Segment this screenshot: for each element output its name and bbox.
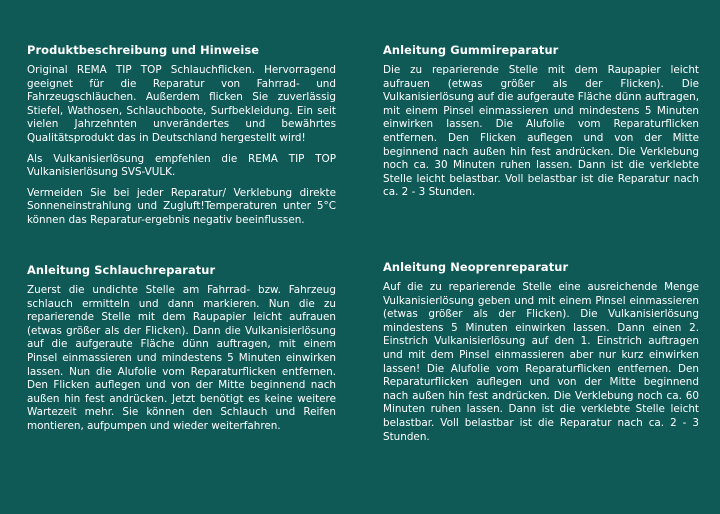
section-schlauchreparatur <box>27 263 336 441</box>
heading-schlauchreparatur: Anleitung Schlauchreparatur <box>27 263 216 277</box>
heading-neoprenreparatur: Anleitung Neoprenreparatur <box>383 260 569 274</box>
heading-gummireparatur: Anleitung Gummireparatur <box>383 43 559 57</box>
paragraph-produkt-3: Vermeiden Sie bei jeder Reparatur/ Verklebung direkte Sonneneinstrahlung und Zugluft!Temperaturen unter 5°C können das Reparatur-ergebnis negativ beeinflussen. <box>27 186 336 226</box>
paragraph-produkt-1: Original REMA TIP TOP Schlauchflicken. Hervorragend geeignet für die Reparatur von Fahrrad- und Fahrzeugschläuchen. Außerdem flicken Sie zuverlässig Stiefel, Wathosen, Schlauchboote, Surfbekleidung. Ein seit vielen Jahrzehnten unverändertes und bewährtes Qualitätsprodukt das in Deutschland hergestellt wird! <box>27 64 336 144</box>
paragraph-schlauch-1: Zuerst die undichte Stelle am Fahrrad- bzw. Fahrzeug schlauch ermitteln und dann markieren. Nun die zu reparierende Stelle mit dem Raupapier leicht aufrauen (etwas größer als der Flicken). Dann die Vulkanisierlösung auf die aufgeraute Fläche dünn auftragen, mit einem Pinsel einmassieren und mindestens 5 Minuten einwirken lassen. Nun die Alufolie vom Reparaturflicken entfernen. Den Flicken auflegen und von der Mitte beginnend nach außen hin fest andrücken. Jetzt benötigt es keine weitere Wartezeit mehr. Sie können den Schlauch und Reifen montieren, aufpumpen und wieder weiterfahren. <box>27 284 336 432</box>
section-neoprenreparatur <box>383 260 699 451</box>
paragraph-produkt-2: Als Vulkanisierlösung empfehlen die REMA TIP TOP Vulkanisierlösung SVS-VULK. <box>27 152 336 179</box>
paragraph-gummi-1: Die zu reparierende Stelle mit dem Raupapier leicht aufrauen (etwas größer als der Flicken). Die Vulkanisierlösung auf die aufgeraute Fläche dünn auftragen, mit einem Pinsel einmassieren und mindestens 5 Minuten einwirken lassen. Die Alufolie vom Reparaturflicken entfernen. Den Flicken auflegen und von der Mitte beginnend nach außen hin fest andrücken. Die Verklebung noch ca. 30 Minuten ruhen lassen. Dann ist die verklebte Stelle leicht belastbar. Voll belastbar ist die Reparatur nach ca. 2 - 3 Stunden. <box>383 64 699 199</box>
heading-produktbeschreibung: Produktbeschreibung und Hinweise <box>27 43 260 57</box>
paragraph-neopren-1: Auf die zu reparierende Stelle eine ausreichende Menge Vulkanisierlösung geben und mit einem Pinsel einmassieren (etwas größer als der Flicken). Die Vulkanisierlösung mindestens 5 Minuten einwirken lassen. Dann einen 2. Einstrich Vulkanisierlösung auf den 1. Einstrich auftragen und mit dem Pinsel einmassieren aber nur kurz einwirken lassen! Die Alufolie vom Reparaturflicken entfernen. Den Reparaturflicken auflegen und von der Mitte beginnend nach außen hin fest andrücken. Die Verklebung noch ca. 60 Minuten ruhen lassen. Dann ist die verklebte Stelle leicht belastbar. Voll belastbar ist die Reparatur nach ca. 2 - 3 Stunden. <box>383 281 699 443</box>
section-gummireparatur <box>383 43 699 207</box>
section-produktbeschreibung <box>27 43 336 235</box>
